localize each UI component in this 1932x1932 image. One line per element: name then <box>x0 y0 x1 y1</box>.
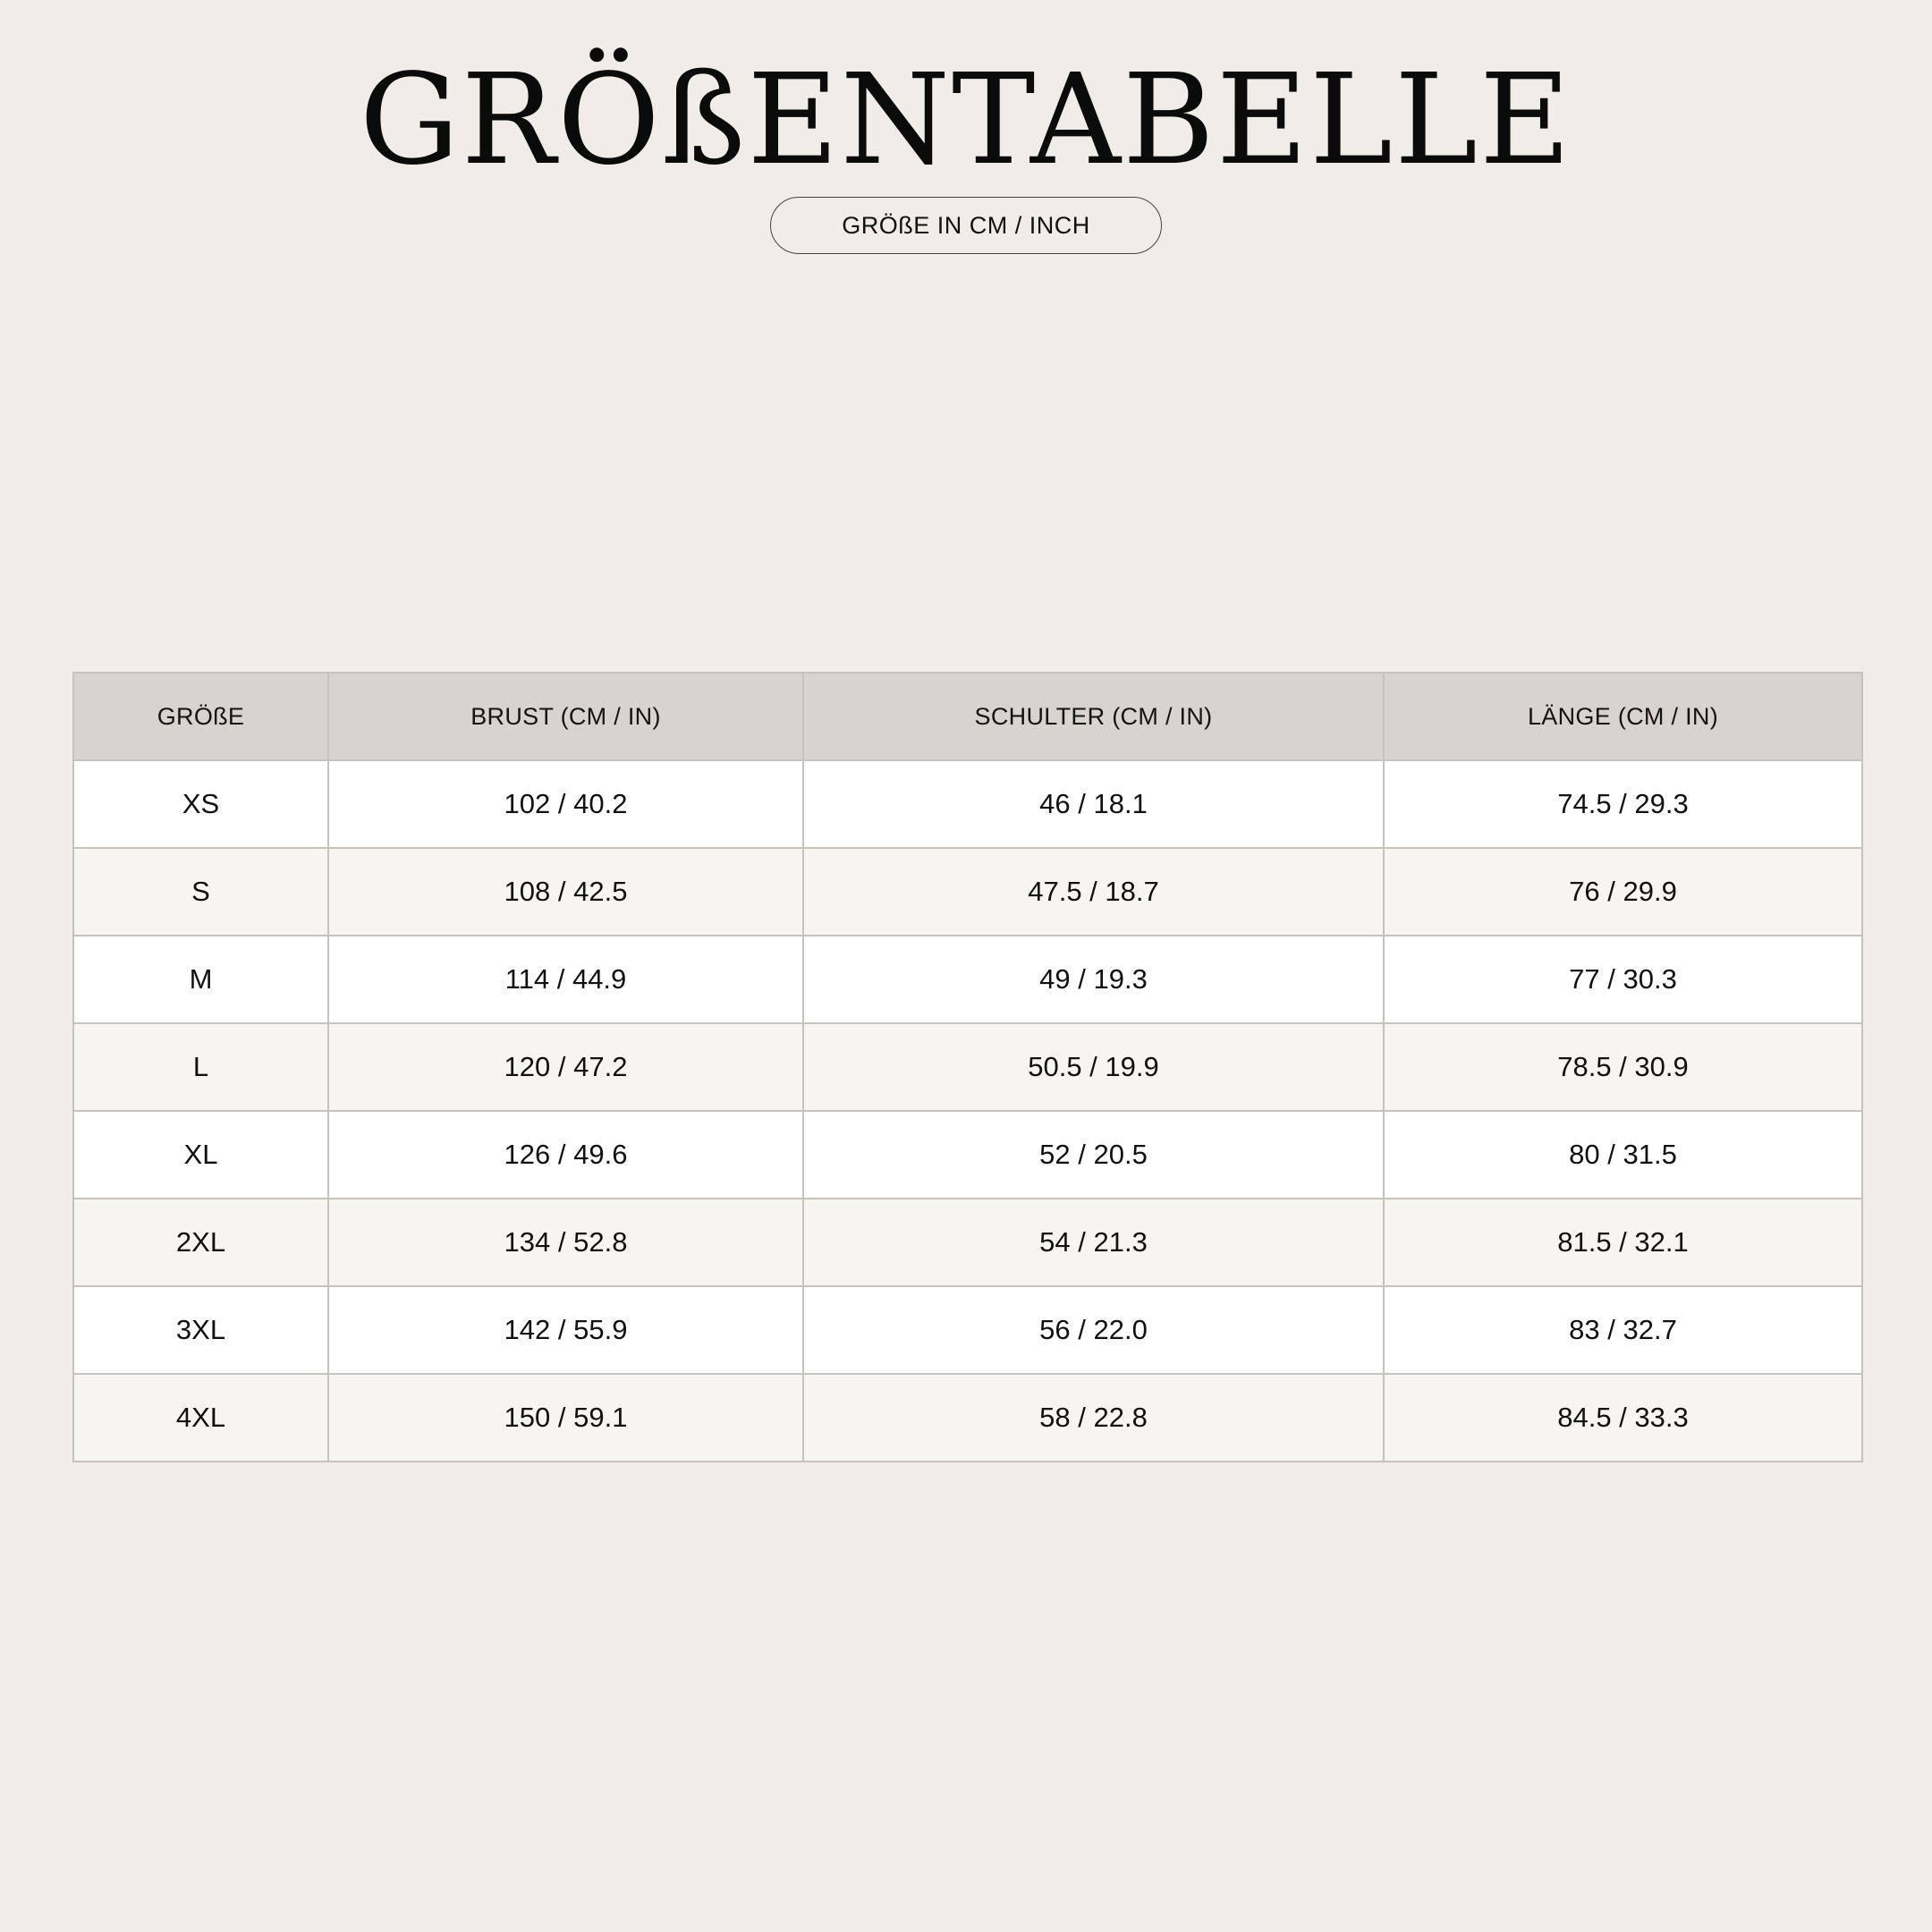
unit-badge <box>770 197 1162 254</box>
size-cell: XL <box>73 1111 328 1199</box>
size-cell: M <box>73 936 328 1023</box>
column-header-length: LÄNGE (CM / IN) <box>1384 673 1862 760</box>
shoulder-cell: 54 / 21.3 <box>803 1199 1384 1286</box>
size-cell: L <box>73 1023 328 1111</box>
chest-cell: 134 / 52.8 <box>328 1199 803 1286</box>
chest-cell: 114 / 44.9 <box>328 936 803 1023</box>
length-cell: 76 / 29.9 <box>1384 848 1862 936</box>
chest-cell: 102 / 40.2 <box>328 760 803 848</box>
shoulder-cell: 56 / 22.0 <box>803 1286 1384 1374</box>
chest-cell: 108 / 42.5 <box>328 848 803 936</box>
shoulder-cell: 49 / 19.3 <box>803 936 1384 1023</box>
column-header-shoulder: SCHULTER (CM / IN) <box>803 673 1384 760</box>
table-row <box>73 760 1862 848</box>
shoulder-cell: 47.5 / 18.7 <box>803 848 1384 936</box>
table-row <box>73 1374 1862 1462</box>
shoulder-cell: 50.5 / 19.9 <box>803 1023 1384 1111</box>
size-cell: 3XL <box>73 1286 328 1374</box>
table-row <box>73 1199 1862 1286</box>
shoulder-cell: 46 / 18.1 <box>803 760 1384 848</box>
column-header-chest: BRUST (CM / IN) <box>328 673 803 760</box>
chest-cell: 150 / 59.1 <box>328 1374 803 1462</box>
length-cell: 84.5 / 33.3 <box>1384 1374 1862 1462</box>
table-row <box>73 1286 1862 1374</box>
length-cell: 74.5 / 29.3 <box>1384 760 1862 848</box>
size-cell: S <box>73 848 328 936</box>
column-header-size: GRÖßE <box>73 673 328 760</box>
table-header <box>73 673 1862 760</box>
size-cell: XS <box>73 760 328 848</box>
unit-badge-label: GRÖßE IN CM / INCH <box>842 211 1090 239</box>
shoulder-cell: 58 / 22.8 <box>803 1374 1384 1462</box>
size-cell: 4XL <box>73 1374 328 1462</box>
table-row <box>73 1023 1862 1111</box>
shoulder-cell: 52 / 20.5 <box>803 1111 1384 1199</box>
length-cell: 77 / 30.3 <box>1384 936 1862 1023</box>
length-cell: 78.5 / 30.9 <box>1384 1023 1862 1111</box>
size-cell: 2XL <box>73 1199 328 1286</box>
table-body <box>73 760 1862 1462</box>
length-cell: 81.5 / 32.1 <box>1384 1199 1862 1286</box>
page-title: GRÖßENTABELLE <box>359 47 1573 193</box>
size-table <box>72 672 1863 1462</box>
table-row <box>73 936 1862 1023</box>
header-row <box>73 673 1862 760</box>
length-cell: 80 / 31.5 <box>1384 1111 1862 1199</box>
length-cell: 83 / 32.7 <box>1384 1286 1862 1374</box>
table-row <box>73 1111 1862 1199</box>
chest-cell: 120 / 47.2 <box>328 1023 803 1111</box>
chest-cell: 142 / 55.9 <box>328 1286 803 1374</box>
table-row <box>73 848 1862 936</box>
chest-cell: 126 / 49.6 <box>328 1111 803 1199</box>
